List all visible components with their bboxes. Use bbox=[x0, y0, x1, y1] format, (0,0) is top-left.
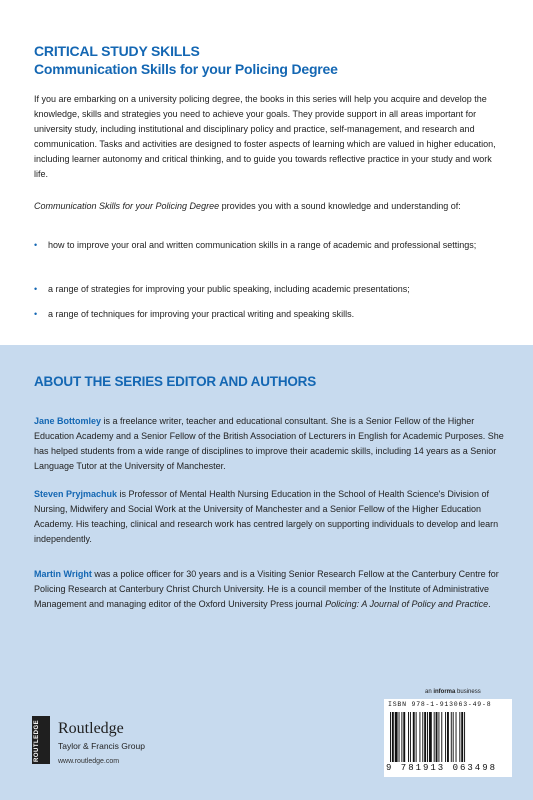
list-item-text: a range of techniques for improving your practical writing and speaking skills. bbox=[48, 309, 355, 319]
list-item bbox=[34, 282, 504, 297]
barcode-bar bbox=[464, 712, 465, 762]
list-item-text: how to improve your oral and written communication skills in a range of academic and professional settings; bbox=[48, 240, 477, 250]
routledge-logo-icon bbox=[32, 716, 50, 764]
author-name: Steven Pryjmachuk bbox=[34, 489, 118, 499]
barcode-bar bbox=[390, 712, 391, 762]
barcode-icon bbox=[388, 712, 508, 764]
barcode-bar bbox=[434, 712, 435, 762]
informa-tag bbox=[425, 689, 481, 695]
informa-suffix: business bbox=[455, 689, 481, 695]
intro-paragraph: If you are embarking on a university policing degree, the books in this series will help you acquire and develop the knowledge, skills and strategies you need to achieve your goals. They provide support in all areas important for university study, including institutional and disciplinary policy and practice, self-management, and research and communication. Tasks and activities are designed to foster aspects of learning which are valued in higher education, including learner autonomy and critical thinking, and to guide you towards reflective practice in your study and work life. bbox=[34, 94, 496, 179]
informa-prefix: an bbox=[425, 689, 434, 695]
barcode-bar bbox=[399, 712, 400, 762]
intro-lead bbox=[34, 199, 504, 214]
list-item bbox=[34, 307, 504, 322]
isbn-barcode bbox=[384, 699, 512, 777]
series-title: CRITICAL STUDY SKILLS bbox=[34, 43, 200, 59]
bio-wright bbox=[34, 567, 504, 612]
barcode-bar bbox=[447, 712, 449, 762]
publisher-group: Taylor & Francis Group bbox=[58, 741, 145, 751]
barcode-bar bbox=[395, 712, 398, 762]
barcode-bar bbox=[401, 712, 402, 762]
barcode-bar bbox=[445, 712, 446, 762]
bullet-icon: • bbox=[34, 309, 38, 319]
author-name: Martin Wright bbox=[34, 569, 92, 579]
book-ref: Communication Skills for your Policing Degree bbox=[34, 201, 220, 211]
barcode-bar bbox=[436, 712, 438, 762]
upper-panel bbox=[0, 0, 533, 345]
journal-title: Policing: A Journal of Policy and Practice bbox=[325, 599, 489, 609]
bio-text-end: . bbox=[488, 599, 491, 609]
list-item bbox=[34, 238, 504, 253]
barcode-bar bbox=[461, 712, 463, 762]
bio-text: is Professor of Mental Health Nursing Education in the School of Health Science's Division of Nursing, Midwifery and Social Work at the University of Manchester and a Senior Fellow of the Higher Education Academy. His teaching, clinical and research work has centred largely on supporting individuals to develop and learn independently. bbox=[34, 489, 499, 544]
author-name: Jane Bottomley bbox=[34, 416, 102, 426]
barcode-bar bbox=[424, 712, 426, 762]
barcode-bar bbox=[408, 712, 409, 762]
barcode-bar bbox=[438, 712, 439, 762]
list-item-text: a range of strategies for improving your public speaking, including academic presentations; bbox=[48, 284, 410, 294]
bio-text: was a police officer for 30 years and is a Visiting Senior Research Fellow at the Canterbury Centre for Policing Research at Canterbury Christ Church University. He is a council member of the Institute of Administrative Management and managing editor of the Oxford University Press journal bbox=[34, 569, 499, 609]
informa-brand: informa bbox=[433, 689, 456, 695]
barcode-bar bbox=[453, 712, 454, 762]
barcode-bar bbox=[427, 712, 428, 762]
book-title: Communication Skills for your Policing Degree bbox=[34, 61, 338, 77]
bullet-icon: • bbox=[34, 240, 38, 250]
isbn-label: ISBN 978-1-913063-49-8 bbox=[388, 701, 492, 708]
barcode-bar bbox=[403, 712, 405, 762]
barcode-bar bbox=[456, 712, 457, 762]
bio-text: is a freelance writer, teacher and educational consultant. She is a Senior Fellow of the Higher Education Academy and a Senior Fellow of the British Association of Lecturers in English for Academic Purposes. She has helped students from a wide range of disciplines to improve their academic skills, including 14 years as a Senior Language Tutor at the University of Manchester. bbox=[34, 416, 504, 471]
logo-vertical-text: ROUTLEDGE bbox=[34, 719, 40, 762]
barcode-bar bbox=[392, 712, 394, 762]
intro-lead-rest: provides you with a sound knowledge and understanding of: bbox=[219, 201, 461, 211]
barcode-bar bbox=[410, 712, 411, 762]
bullet-icon: • bbox=[34, 284, 38, 294]
barcode-bar bbox=[451, 712, 452, 762]
barcode-bar bbox=[419, 712, 420, 762]
publisher-name: Routledge bbox=[58, 720, 124, 737]
bio-bottomley bbox=[34, 414, 504, 474]
bio-pryjmachuk bbox=[34, 487, 504, 547]
publisher-url: www.routledge.com bbox=[58, 758, 120, 765]
barcode-digits: 9 781913 063498 bbox=[386, 763, 498, 773]
barcode-bar bbox=[413, 712, 415, 762]
barcode-bar bbox=[459, 712, 460, 762]
barcode-bar bbox=[441, 712, 442, 762]
barcode-bar bbox=[429, 712, 432, 762]
about-heading: ABOUT THE SERIES EDITOR AND AUTHORS bbox=[34, 374, 317, 389]
barcode-bar bbox=[416, 712, 417, 762]
barcode-bar bbox=[422, 712, 423, 762]
